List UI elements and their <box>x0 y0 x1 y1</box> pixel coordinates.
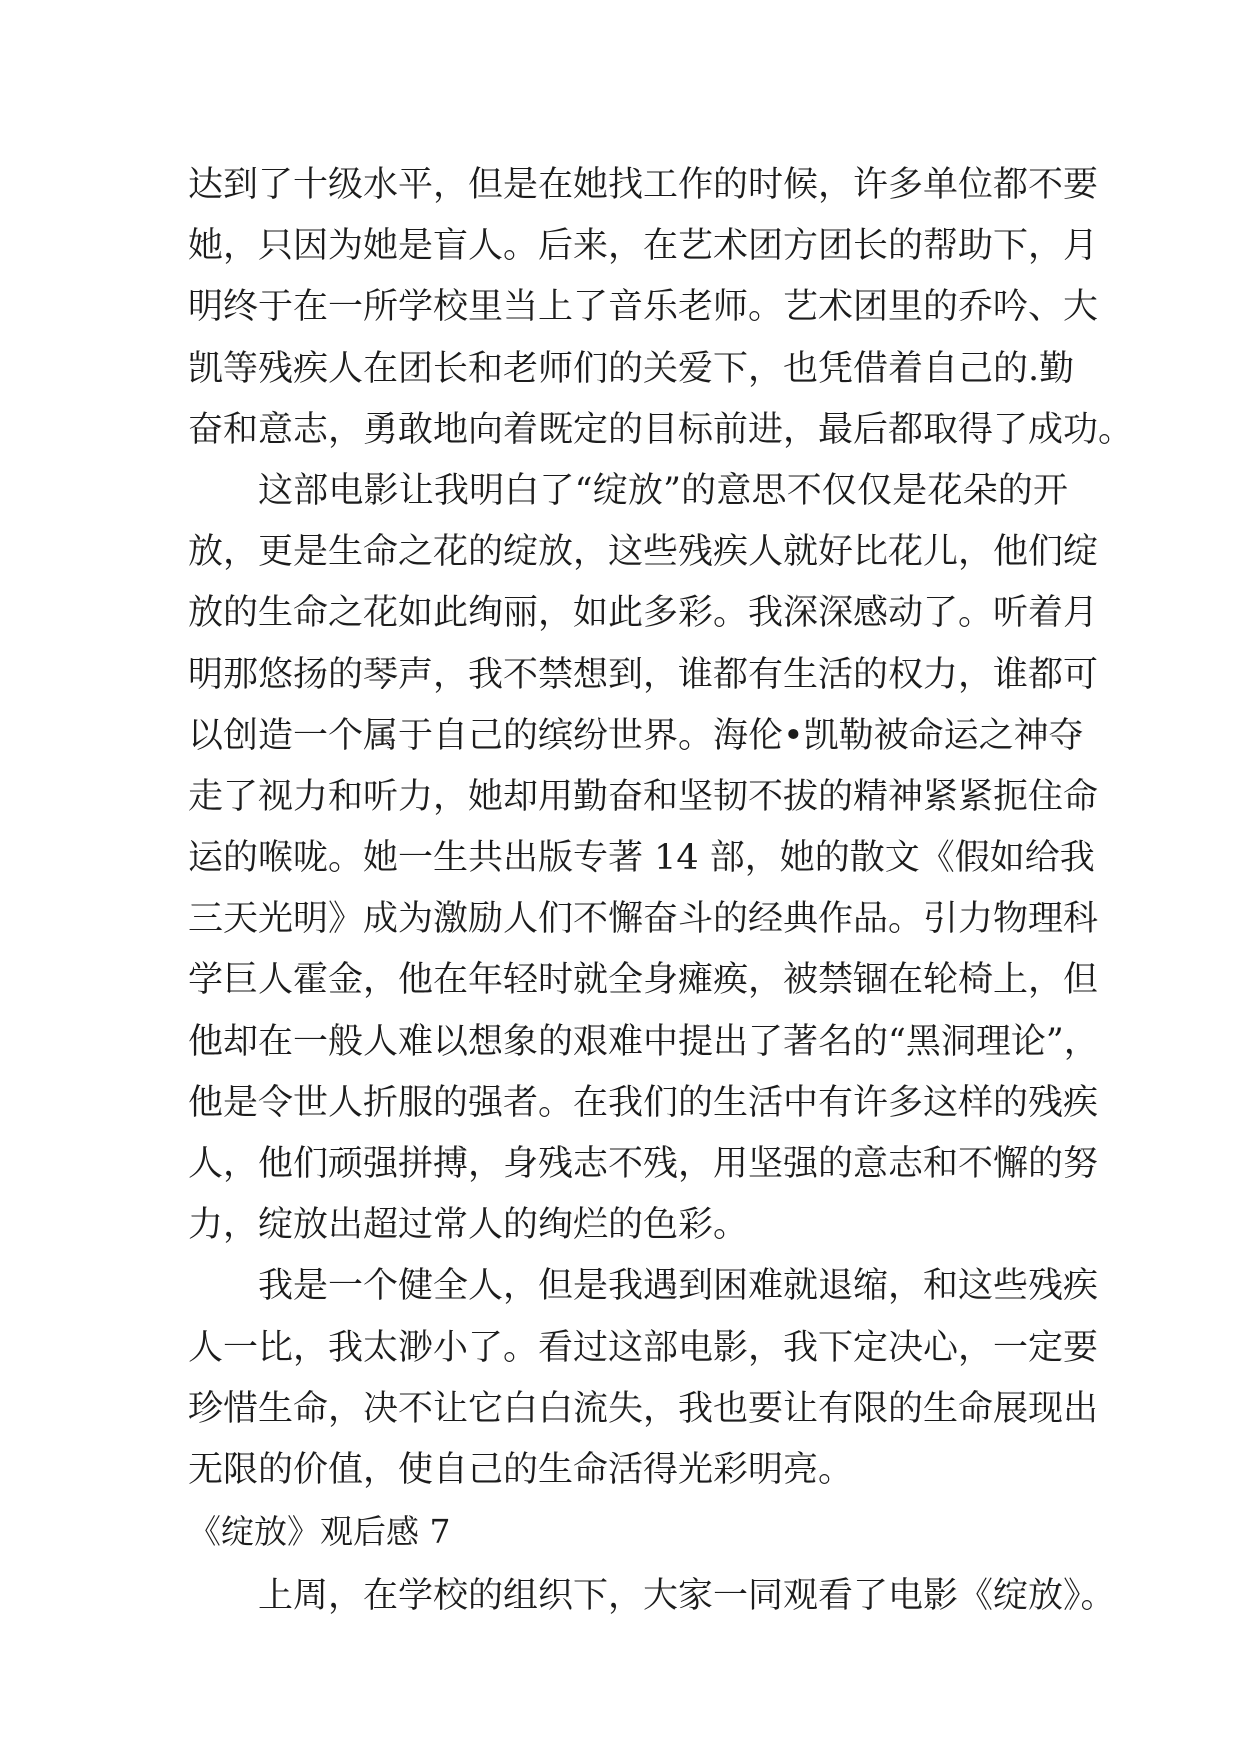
text-line: 他是令世人折服的强者。在我们的生活中有许多这样的残疾 <box>188 1082 1099 1123</box>
text-line: 三天光明》成为激励人们不懈奋斗的经典作品。引力物理科 <box>188 899 1099 940</box>
text-line: 力，绽放出超过常人的绚烂的色彩。 <box>188 1205 749 1246</box>
text-line: 我是一个健全人，但是我遇到困难就退缩，和这些残疾 <box>258 1266 1099 1307</box>
text-line: 人一比，我太渺小了。看过这部电影，我下定决心，一定要 <box>188 1327 1099 1368</box>
text-line: 走了视力和听力，她却用勤奋和坚韧不拔的精神紧紧扼住命 <box>188 776 1099 817</box>
text-line: 她，只因为她是盲人。后来，在艺术团方团长的帮助下，月 <box>188 226 1099 267</box>
text-line: 奋和意志，勇敢地向着既定的目标前进，最后都取得了成功。 <box>188 409 1134 450</box>
section-heading: 《绽放》观后感 7 <box>188 1512 451 1552</box>
text-line: 放，更是生命之花的绽放，这些残疾人就好比花儿，他们绽 <box>188 532 1099 573</box>
text-line: 珍惜生命，决不让它白白流失，我也要让有限的生命展现出 <box>188 1388 1099 1429</box>
text-line: 明终于在一所学校里当上了音乐老师。艺术团里的乔吟、大 <box>188 287 1099 328</box>
text-line: 他却在一般人难以想象的艰难中提出了著名的“黑洞理论”， <box>188 1021 1099 1062</box>
text-line: 人，他们顽强拼搏，身残志不残，用坚强的意志和不懈的努 <box>188 1144 1099 1184</box>
text-line: 这部电影让我明白了“绽放”的意思不仅仅是花朵的开 <box>258 470 1068 511</box>
paragraph-1 <box>188 155 1134 461</box>
document-body <box>188 155 1134 1628</box>
text-line: 明那悠扬的琴声，我不禁想到，谁都有生活的权力，谁都可 <box>188 654 1099 695</box>
paragraph-4-first-line: 上周，在学校的组织下，大家一同观看了电影《绽放》。 <box>258 1576 1116 1617</box>
text-line: 放的生命之花如此绚丽，如此多彩。我深深感动了。听着月 <box>188 593 1099 634</box>
paragraph-3 <box>188 1256 1099 1501</box>
text-line: 达到了十级水平，但是在她找工作的时候，许多单位都不要 <box>188 165 1099 205</box>
text-line: 以创造一个属于自己的缤纷世界。海伦•凯勒被命运之神夺 <box>188 715 1084 756</box>
text-line: 运的喉咙。她一生共出版专著 14 部，她的散文《假如给我 <box>188 838 1095 879</box>
text-line: 凯等残疾人在团长和老师们的关爱下，也凭借着自己的.勤 <box>188 348 1075 389</box>
paragraph-2 <box>188 461 1099 1256</box>
text-line: 学巨人霍金，他在年轻时就全身瘫痪，被禁锢在轮椅上，但 <box>188 960 1099 1001</box>
text-line: 无限的价值，使自己的生命活得光彩明亮。 <box>188 1449 854 1490</box>
